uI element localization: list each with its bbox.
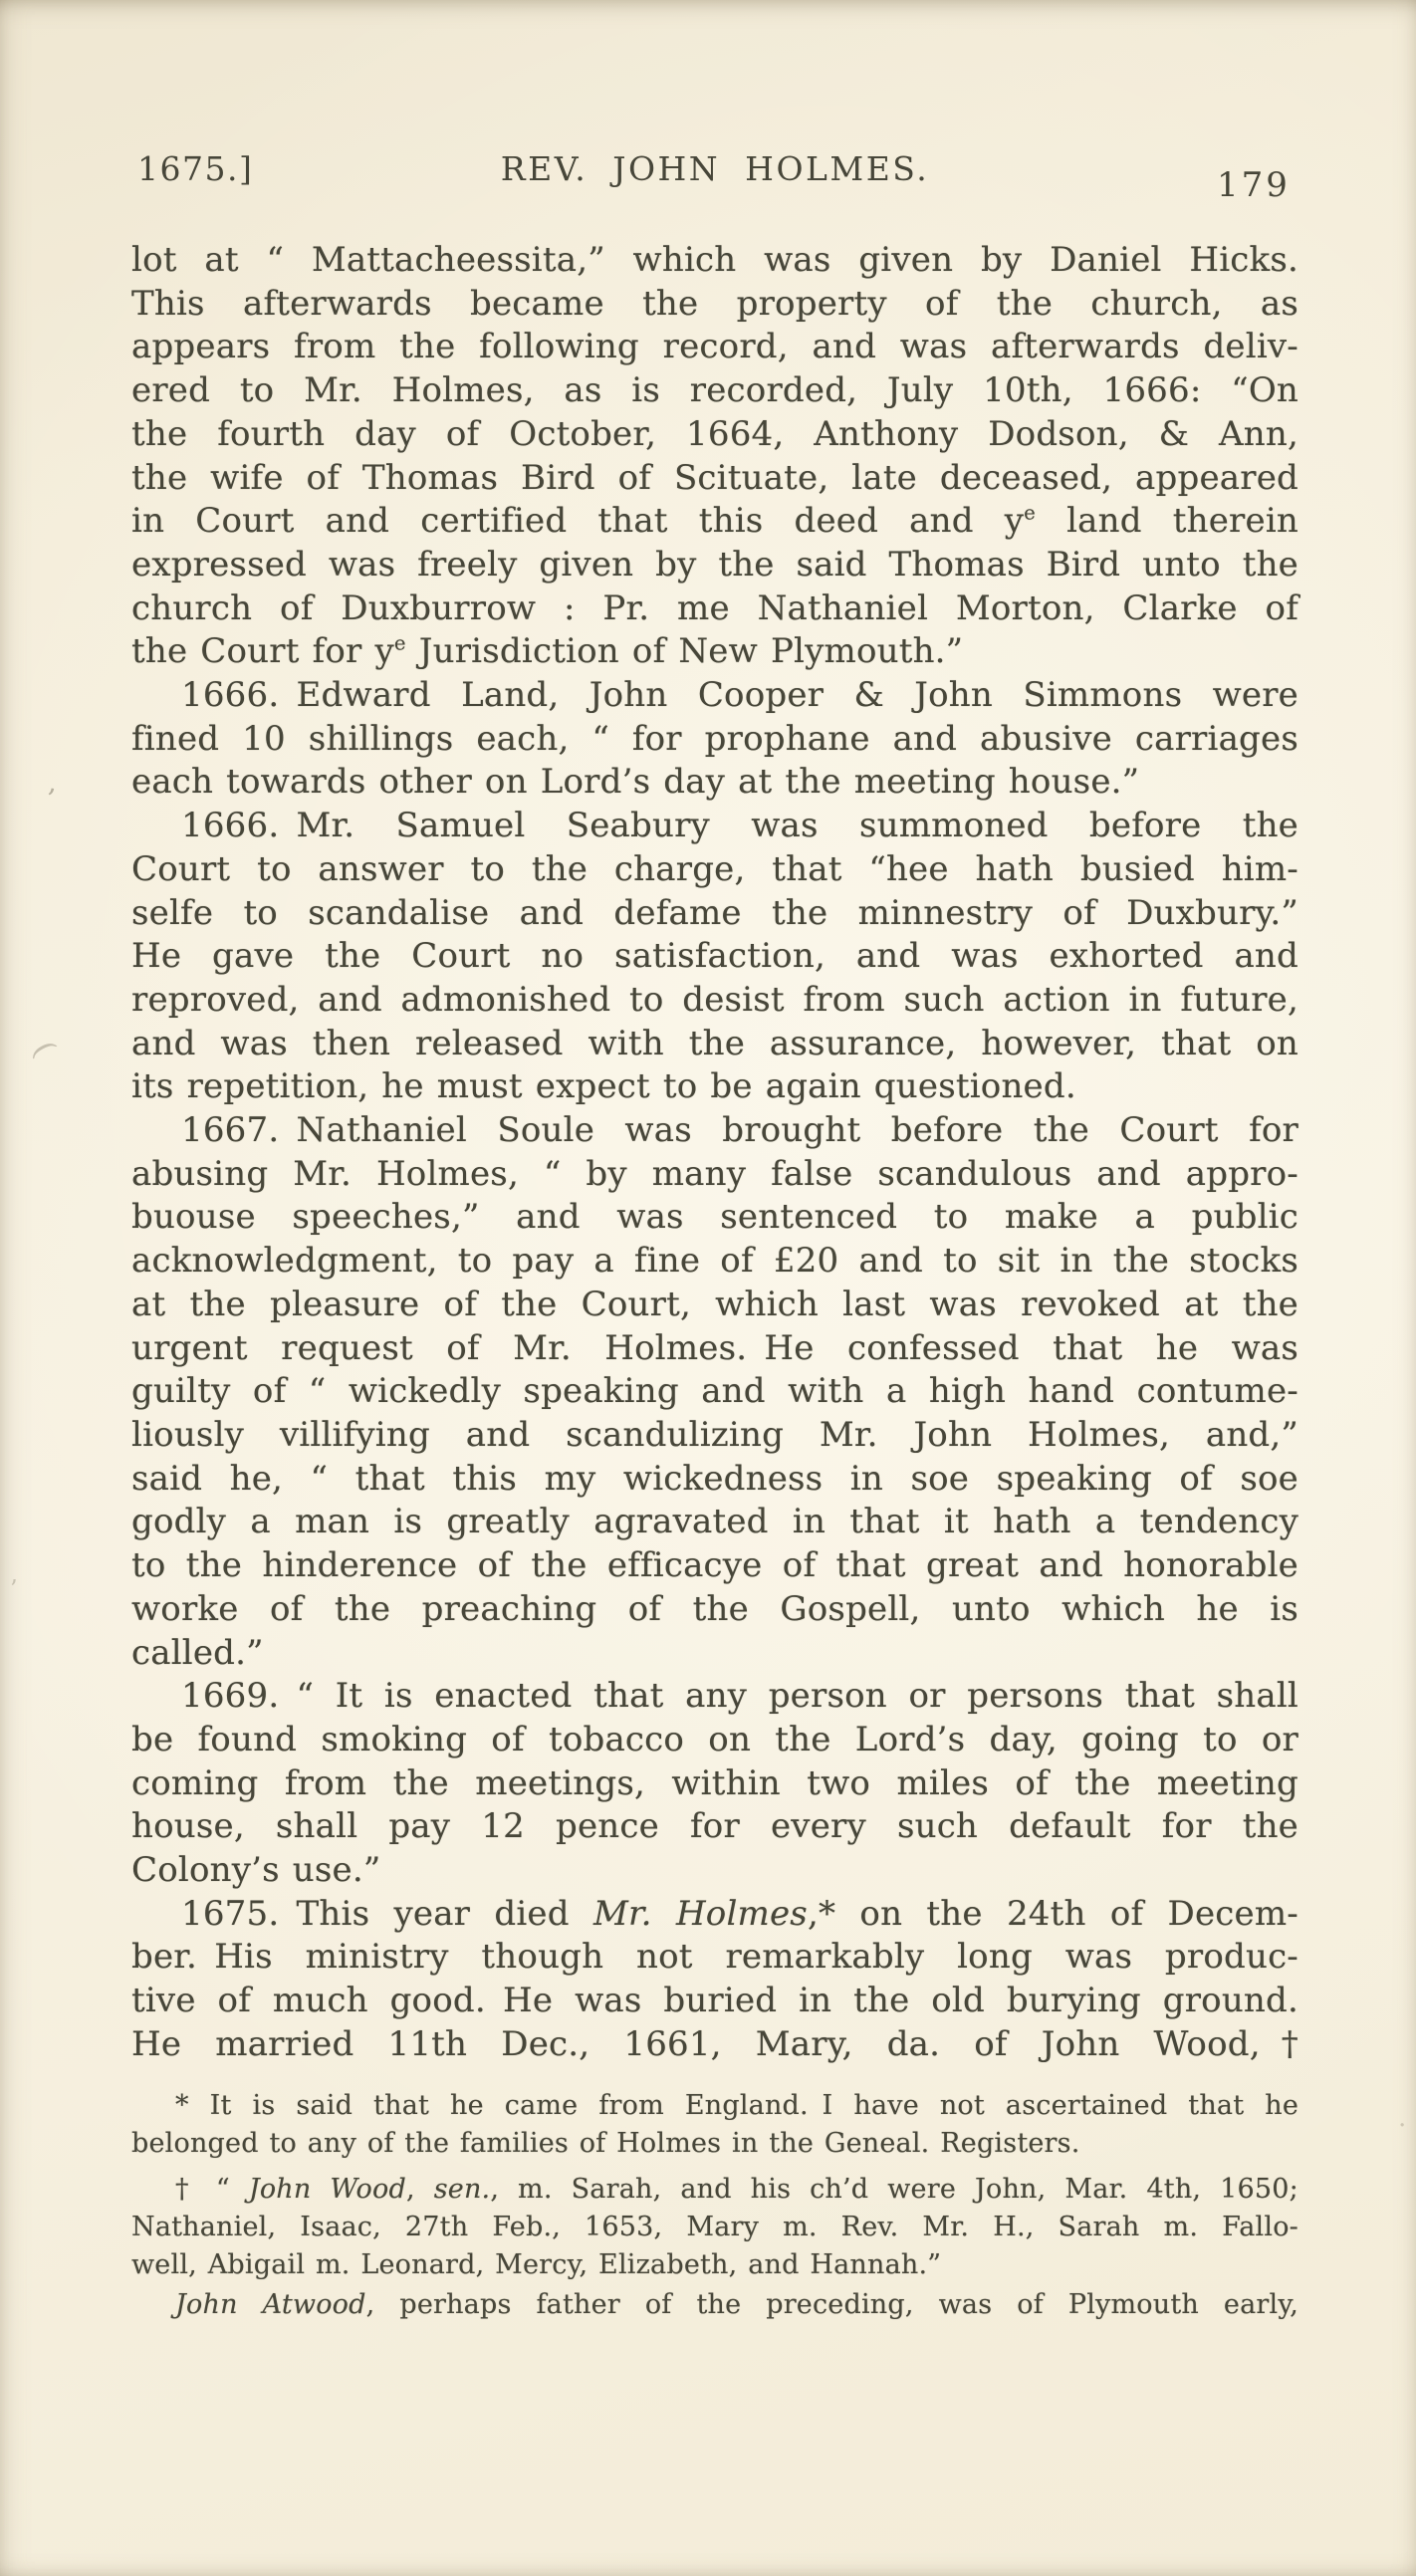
text-line: buouse speeches,” and was sentenced to make a public [131, 1197, 1298, 1238]
paragraph [131, 1109, 1298, 1675]
text-line: at the pleasure of the Court, which last was revoked at the [131, 1284, 1298, 1324]
scan-artifact-mark: ’ [10, 1575, 18, 1603]
text-line: tive of much good. He was buried in the old burying ground. [131, 1981, 1298, 2021]
text-line: He gave the Court no satisfaction, and was exhorted and [131, 936, 1298, 977]
text-line: church of Duxburrow : Pr. me Nathaniel Morton, Clarke of [131, 587, 1298, 628]
text-line: house, shall pay 12 pence for every such default for the [131, 1806, 1298, 1847]
text-line: Nathaniel, Isaac, 27th Feb., 1653, Mary m. Rev. Mr. H., Sarah m. Fallo- [131, 2211, 1298, 2242]
text-line: This afterwards became the property of the church, as [131, 283, 1298, 324]
text-line: 1675. This year died Mr. Holmes,* on the 24th of Decem- [181, 1893, 1298, 1934]
text-line: coming from the meetings, within two miles of the meeting [131, 1762, 1298, 1803]
paragraph [131, 239, 1298, 674]
text-line: guilty of “ wickedly speaking and with a high hand contume- [131, 1371, 1298, 1412]
text-line: be found smoking of tobacco on the Lord’s day, going to or [131, 1719, 1298, 1759]
text-line: expressed was freely given by the said Thomas Bird unto the [131, 544, 1298, 585]
text-line: ered to Mr. Holmes, as is recorded, July 10th, 1666: “On [131, 370, 1298, 411]
text-line: 1666. Mr. Samuel Seabury was summoned before the [181, 806, 1298, 846]
header-year: 1675.] [137, 149, 254, 188]
body-text [131, 239, 1298, 2067]
text-line: the fourth day of October, 1664, Anthony Dodson, & Ann, [131, 413, 1298, 454]
text-line: the Court for $y^e$ Jurisdiction of New Plymouth.” [131, 631, 964, 672]
text-line: 1667. Nathaniel Soule was brought before the Court for [181, 1110, 1298, 1151]
running-title: REV. JOHN HOLMES. [500, 149, 930, 188]
text-line: acknowledgment, to pay a fine of £20 and to sit in the stocks [131, 1241, 1298, 1282]
text-line: and was then released with the assurance, however, that on [131, 1023, 1298, 1063]
text-line: urgent request of Mr. Holmes. He confessed that he was [131, 1327, 1298, 1368]
page-content [131, 239, 1298, 2324]
text-line: abusing Mr. Holmes, “ by many false scandulous and appro- [131, 1153, 1298, 1194]
scan-artifact-mark: ’ [43, 782, 58, 817]
text-line: said he, “ that this my wickedness in soe speaking of soe [131, 1458, 1298, 1499]
text-line: in Court and certified that this deed and $y^e$ land therein [131, 501, 1298, 542]
text-line: He married 11th Dec., 1661, Mary, da. of John Wood,† [131, 2023, 1298, 2064]
text-line: godly a man is greatly agravated in that it hath a tendency [131, 1502, 1298, 1542]
text-line: to the hinderence of the efficacye of that great and honorable [131, 1545, 1298, 1586]
page-number: 179 [1217, 165, 1291, 205]
text-line: * It is said that he came from England. I have not ascertained that he [175, 2089, 1298, 2121]
text-line: ber. His ministry though not remarkably long was produc- [131, 1937, 1298, 1978]
text-line: Court to answer to the charge, that “hee hath busied him- [131, 848, 1298, 889]
text-line: appears from the following record, and was afterwards deliv- [131, 327, 1298, 367]
text-line: 1669. “ It is enacted that any person or persons that shall [181, 1676, 1298, 1717]
text-line: selfe to scandalise and defame the minnestry of Duxbury.” [131, 892, 1298, 933]
text-line: 1666. Edward Land, John Cooper & John Simmons were [181, 675, 1298, 716]
scan-artifact-mark: ( [25, 1036, 63, 1062]
text-line: † “ John Wood, sen., m. Sarah, and his ch’d were John, Mar. 4th, 1650; [175, 2173, 1298, 2205]
text-line: John Atwood, perhaps father of the preceding, was of Plymouth early, [175, 2288, 1298, 2320]
scan-artifact-mark: . [1398, 2103, 1407, 2133]
text-line: each towards other on Lord’s day at the meeting house.” [131, 762, 1140, 803]
paragraph [131, 1893, 1298, 2067]
paragraph [131, 1675, 1298, 1893]
text-line: well, Abigail m. Leonard, Mercy, Elizabeth, and Hannah.” [131, 2248, 942, 2280]
paragraph [131, 2087, 1298, 2163]
footnotes [131, 2087, 1298, 2324]
text-line: belonged to any of the families of Holmes in the Geneal. Registers. [131, 2127, 1080, 2159]
text-line: lot at “ Mattacheessita,” which was given by Daniel Hicks. [131, 240, 1298, 280]
text-line: fined 10 shillings each, “ for prophane and abusive carriages [131, 718, 1298, 759]
text-line: called.” [131, 1632, 264, 1673]
paragraph [131, 805, 1298, 1109]
text-line: worke of the preaching of the Gospell, unto which he is [131, 1588, 1298, 1629]
paragraph [131, 2286, 1298, 2324]
text-line: liously villifying and scandulizing Mr. John Holmes, and,” [131, 1414, 1298, 1455]
text-line: the wife of Thomas Bird of Scituate, late deceased, appeared [131, 457, 1298, 498]
paragraph [131, 2171, 1298, 2284]
text-line: Colony’s use.” [131, 1850, 381, 1891]
text-line: its repetition, he must expect to be again questioned. [131, 1066, 1076, 1107]
paragraph [131, 674, 1298, 805]
text-line: reproved, and admonished to desist from such action in future, [131, 979, 1298, 1020]
